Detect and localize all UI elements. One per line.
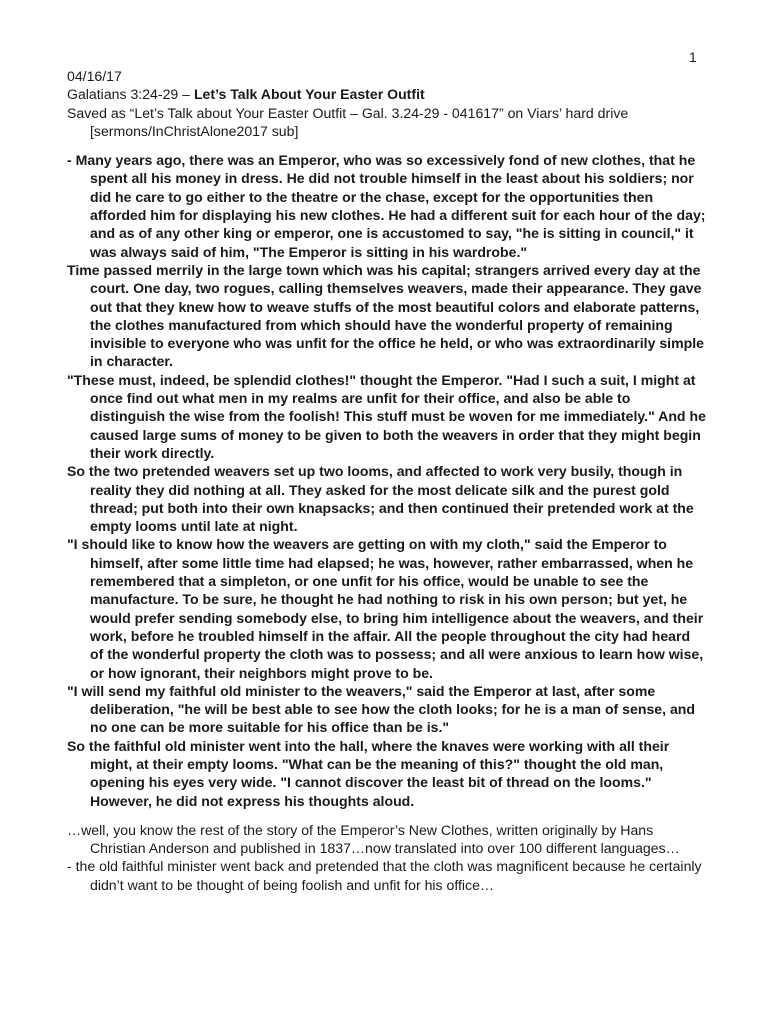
- story-paragraph: So the two pretended weavers set up two looms, and affected to work very busily, though in reality they did nothing at all. They asked for the most delicate silk and the purest gold thread; put both into their own knapsacks; and then continued their pretended work at the empty looms until late at night.: [67, 463, 694, 535]
- story-paragraph: Time passed merrily in the large town which was his capital; strangers arrived every day at the court. One day, two rogues, calling themselves weavers, made their appearance. They gave out that they knew how to weave stuffs of the most beautiful colors and elaborate patterns, the clothes manufactured from which should have the wonderful property of remaining invisible to everyone who was unfit for the office he held, or who was extraordinarily simple in character.: [67, 261, 704, 370]
- scripture-reference: Galatians 3:24-29 –: [67, 86, 194, 103]
- notes-paragraph: …well, you know the rest of the story of the Emperor’s New Clothes, written originally by Hans Christian Anderson and published in 1837…now translated into over 100 different languages…: [67, 821, 680, 857]
- story-paragraph: "I will send my faithful old minister to the weavers," said the Emperor at last, after some deliberation, "he will be best able to see how the cloth looks; for he is a man of sense, and no one can be more suitable for his office than be is.": [67, 682, 696, 736]
- sermon-title: [67, 85, 707, 103]
- story-excerpt: [67, 151, 707, 810]
- sermon-date: 04/16/17: [67, 68, 122, 84]
- story-paragraph: "I should like to know how the weavers are getting on with my cloth," said the Emperor to himself, after some little time had elapsed; he was, however, rather embarrassed, when he remembered that a simpleton, or one unfit for his office, would be unable to see the manufacture. To be sure, he thought he had nothing to risk in his own person; but yet, he would prefer sending somebody else, to bring him intelligence about the weavers, and their work, before he troubled himself in the affair. All the people throughout the city had heard of the wonderful property the cloth was to possess; and all were anxious to learn how wise, or how ignorant, their neighbors might prove to be.: [67, 536, 704, 681]
- file-save-note: Saved as “Let’s Talk about Your Easter Outfit – Gal. 3.24-29 - 041617” on Viars’ hard drive [sermons/InChristAlone2017 sub]: [67, 104, 629, 139]
- sermon-notes: [67, 821, 707, 894]
- story-paragraph: "These must, indeed, be splendid clothes!" thought the Emperor. "Had I such a suit, I might at once find out what men in my realms are unfit for their office, and also be able to distinguish the wise from the foolish! This stuff must be woven for me immediately." And he caused large sums of money to be given to both the weavers in order that they might begin their work directly.: [67, 371, 706, 461]
- document-body: [67, 67, 707, 894]
- page-number: 1: [689, 49, 697, 65]
- sermon-title-text: Let’s Talk About Your Easter Outfit: [193, 86, 425, 103]
- story-paragraph: So the faithful old minister went into the hall, where the knaves were working with all their might, at their empty looms. "What can be the meaning of this?" thought the old man, opening his eyes very wide. "I cannot discover the least bit of thread on the looms." However, he did not express his thoughts aloud.: [67, 737, 670, 809]
- notes-paragraph: - the old faithful minister went back and pretended that the cloth was magnificent because he certainly didn’t want to be thought of being foolish and unfit for his office…: [67, 858, 702, 893]
- story-paragraph: - Many years ago, there was an Emperor, who was so excessively fond of new clothes, that he spent all his money in dress. He did not trouble himself in the least about his soldiers; nor did he care to go either to the theatre or the chase, except for the opportunities then afforded him for displaying his new clothes. He had a different suit for each hour of the day; and as of any other king or emperor, one is accustomed to say, "he is sitting in council," it was always said of him, "The Emperor is sitting in his wardrobe.": [67, 152, 706, 260]
